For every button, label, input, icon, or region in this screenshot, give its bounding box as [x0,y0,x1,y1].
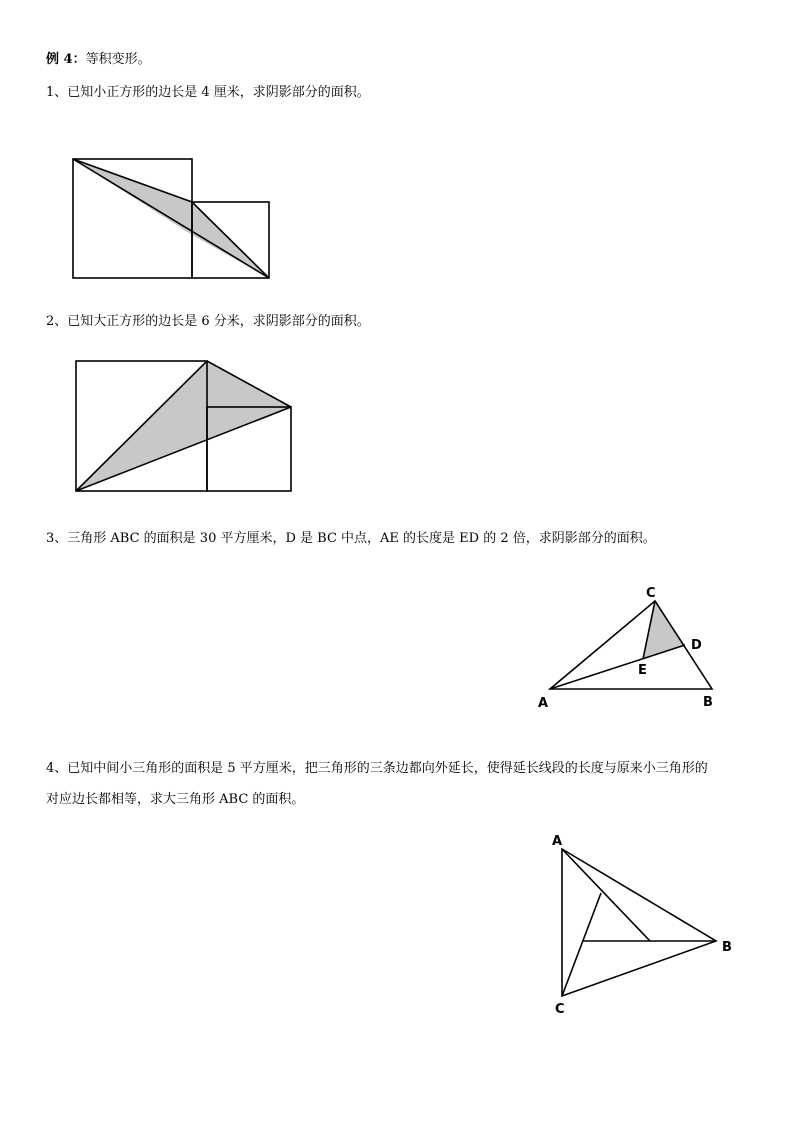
problem-4-triangle-abc [562,849,716,996]
example-title: 等积变形。 [85,52,151,67]
problem-3-label-e: E [638,663,647,678]
problem-3-label-d: D [691,638,702,653]
problem-4-text-line-2: 对应边长都相等，求大三角形 ABC 的面积。 [46,792,305,807]
problem-4-extension-from-a [562,849,650,941]
problem-3-label-b: B [703,695,713,710]
problem-4-label-b: B [722,940,732,955]
problem-4-text-line-1: 4、已知中间小三角形的面积是 5 平方厘米，把三角形的三条边都向外延长，使得延长线段的长度与原来小三角形的 [46,761,708,776]
problem-1-text: 1、已知小正方形的边长是 4 厘米，求阴影部分的面积。 [46,85,370,100]
example-label: 例 4： [46,52,86,67]
problem-3-text: 3、三角形 ABC 的面积是 30 平方厘米，D 是 BC 中点，AE 的长度是 ED 的 2 倍，求阴影部分的面积。 [46,531,656,546]
problem-4-extension-from-c [562,893,601,996]
problem-4-label-a: A [552,834,563,849]
problem-3-label-a: A [538,696,549,711]
problem-2-text: 2、已知大正方形的边长是 6 分米，求阴影部分的面积。 [46,314,370,329]
problem-4-drawing [552,834,732,1017]
problem-4-label-c: C [555,1002,565,1017]
problem-3-label-c: C [646,586,656,601]
